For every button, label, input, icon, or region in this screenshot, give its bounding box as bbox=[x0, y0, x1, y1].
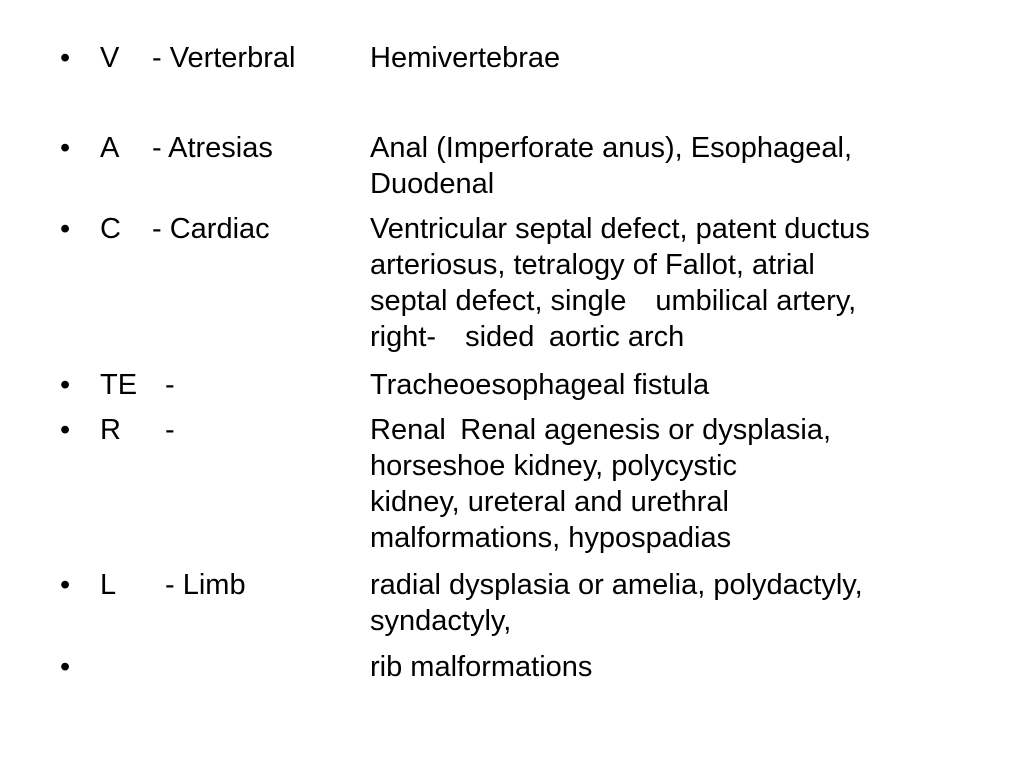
item-letter: V bbox=[100, 42, 120, 74]
item-letter: A bbox=[100, 132, 120, 164]
item-description bbox=[370, 567, 1010, 639]
description-line: malformations, hypospadias bbox=[370, 522, 732, 554]
item-description bbox=[370, 367, 1010, 403]
item-label: - Verterbral bbox=[152, 42, 296, 74]
item-letter: L bbox=[100, 569, 117, 601]
description-line: rib malformations bbox=[370, 651, 593, 683]
item-letter: TE bbox=[100, 369, 138, 401]
item-description bbox=[370, 649, 1010, 685]
description-line: septal defect, single umbilical artery, bbox=[370, 285, 857, 317]
item-description bbox=[370, 211, 1010, 355]
description-line: syndactyly, bbox=[370, 605, 512, 637]
bullet-icon: • bbox=[60, 369, 71, 401]
description-line: right- sided aortic arch bbox=[370, 321, 685, 353]
bullet-icon: • bbox=[60, 569, 71, 601]
item-label: - Cardiac bbox=[152, 213, 270, 245]
item-letter: C bbox=[100, 213, 121, 245]
item-label: - Limb bbox=[165, 569, 246, 601]
item-label: - bbox=[165, 369, 175, 401]
item-description bbox=[370, 412, 1010, 556]
description-line: horseshoe kidney, polycystic bbox=[370, 450, 737, 482]
item-label: - bbox=[165, 414, 175, 446]
description-line: Tracheoesophageal fistula bbox=[370, 369, 710, 401]
description-line: Anal (Imperforate anus), Esophageal, bbox=[370, 132, 852, 164]
description-line: Renal Renal agenesis or dysplasia, bbox=[370, 414, 832, 446]
description-line: Duodenal bbox=[370, 168, 495, 200]
bullet-icon: • bbox=[60, 42, 71, 74]
description-line: arteriosus, tetralogy of Fallot, atrial bbox=[370, 249, 815, 281]
bullet-icon: • bbox=[60, 132, 71, 164]
description-line: Hemivertebrae bbox=[370, 42, 561, 74]
description-line: radial dysplasia or amelia, polydactyly, bbox=[370, 569, 863, 601]
description-line: Ventricular septal defect, patent ductus bbox=[370, 213, 870, 245]
bullet-icon: • bbox=[60, 213, 71, 245]
item-label: - Atresias bbox=[152, 132, 273, 164]
item-letter: R bbox=[100, 414, 121, 446]
item-description bbox=[370, 40, 1010, 76]
item-description bbox=[370, 130, 1010, 202]
description-line: kidney, ureteral and urethral bbox=[370, 486, 729, 518]
bullet-icon: • bbox=[60, 414, 71, 446]
bullet-icon: • bbox=[60, 651, 71, 683]
